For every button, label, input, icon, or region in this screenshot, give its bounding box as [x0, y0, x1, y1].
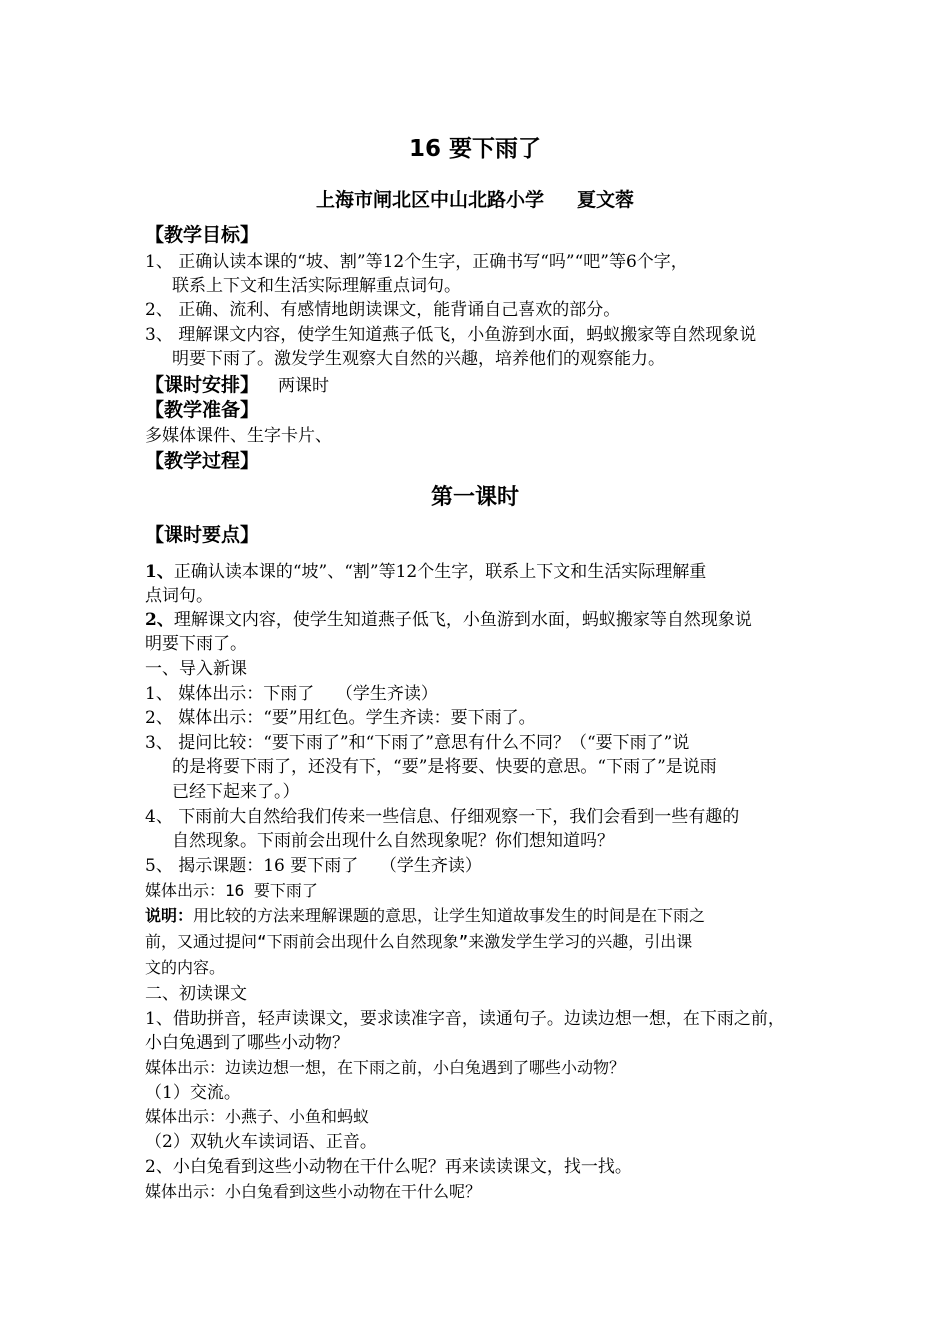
- section-one-item: 3、 提问比较：“要下雨了”和“下雨了”意思有什么不同？（“要下雨了”说: [145, 733, 690, 753]
- author-line: 上海市闸北区中山北路小学 夏文蓉: [315, 189, 635, 211]
- section-one-item: 自然现象。下雨前会出现什么自然现象呢？你们想知道吗？: [172, 831, 614, 851]
- goal-line: 2、 正确、流利、有感情地朗读课文，能背诵自己喜欢的部分。: [145, 300, 621, 320]
- note-label: 说明：: [145, 906, 194, 925]
- note-line: 文的内容。: [145, 958, 226, 977]
- media-display: 媒体出示：小燕子、小鱼和蚂蚁: [145, 1107, 370, 1126]
- schedule-value: 两课时: [278, 376, 329, 396]
- keypoint-line: 点词句。: [145, 586, 213, 606]
- note-line: 前，又通过提问“下雨前会出现什么自然现象”来激发学生学习的兴趣，引出课: [145, 932, 693, 951]
- lesson-one-title: 第一课时: [430, 485, 519, 510]
- section-two-line: 小白兔遇到了哪些小动物？: [145, 1033, 349, 1053]
- section-two-line: 1、借助拼音，轻声读课文，要求读准字音，读通句子。边读边想一想，在下雨之前，: [145, 1009, 785, 1029]
- section-two-line: （1）交流。: [145, 1083, 241, 1103]
- prep-value: 多媒体课件、生字卡片、: [145, 426, 332, 446]
- keypoint-line: 明要下雨了。: [145, 634, 247, 654]
- section-one-heading: 一、导入新课: [145, 659, 247, 679]
- keypoint-number: 1、: [145, 562, 174, 582]
- goal-line: 1、 正确认读本课的“坡、割”等12个生字，正确书写“吗”“吧”等6个字，: [145, 252, 688, 272]
- prep-heading: 【教学准备】: [145, 399, 260, 421]
- keypoint-text: 理解课文内容，使学生知道燕子低飞，小鱼游到水面，蚂蚁搬家等自然现象说: [173, 610, 752, 630]
- schedule-heading: 【课时安排】: [145, 374, 260, 396]
- section-two-line: （2）双轨火车读词语、正音。: [145, 1132, 377, 1152]
- section-two-line: 2、小白兔看到这些小动物在干什么呢？再来读读课文，找一找。: [145, 1157, 632, 1177]
- goals-heading: 【教学目标】: [145, 224, 260, 246]
- goal-line: 3、 理解课文内容，使学生知道燕子低飞，小鱼游到水面，蚂蚁搬家等自然现象说: [145, 325, 757, 345]
- goal-line: 明要下雨了。激发学生观察大自然的兴趣，培养他们的观察能力。: [172, 349, 665, 369]
- note-line: [145, 904, 705, 928]
- keypoint-line: [145, 608, 752, 632]
- section-one-item: 已经下起来了。）: [172, 782, 300, 802]
- note-text: 用比较的方法来理解课题的意思，让学生知道故事发生的时间是在下雨之: [193, 906, 706, 925]
- keypoint-text: 正确认读本课的“坡”、“割”等12个生字，联系上下文和生活实际理解重: [173, 562, 707, 582]
- keypoints-heading: 【课时要点】: [145, 524, 260, 546]
- keypoint-line: [145, 560, 706, 584]
- section-one-item: 的是将要下雨了，还没有下，“要”是将要、快要的意思。“下雨了”是说雨: [172, 757, 717, 777]
- section-one-item: 2、 媒体出示：“要”用红色。学生齐读：要下雨了。: [145, 708, 536, 728]
- section-one-item: 5、 揭示课题：16 要下雨了 （学生齐读）: [145, 856, 482, 876]
- goal-line: 联系上下文和生活实际理解重点词句。: [172, 276, 461, 296]
- section-one-item: 1、 媒体出示：下雨了 （学生齐读）: [145, 684, 438, 704]
- section-two-heading: 二、初读课文: [145, 984, 247, 1004]
- keypoint-number: 2、: [145, 610, 174, 630]
- media-display: 媒体出示：16 要下雨了: [145, 881, 318, 900]
- lesson-title: 16 要下雨了: [408, 136, 541, 162]
- process-heading: 【教学过程】: [145, 450, 260, 472]
- media-display: 媒体出示：边读边想一想，在下雨之前，小白兔遇到了哪些小动物？: [145, 1058, 626, 1077]
- section-one-item: 4、 下雨前大自然给我们传来一些信息、仔细观察一下，我们会看到一些有趣的: [145, 807, 740, 827]
- media-display: 媒体出示：小白兔看到这些小动物在干什么呢？: [145, 1182, 482, 1201]
